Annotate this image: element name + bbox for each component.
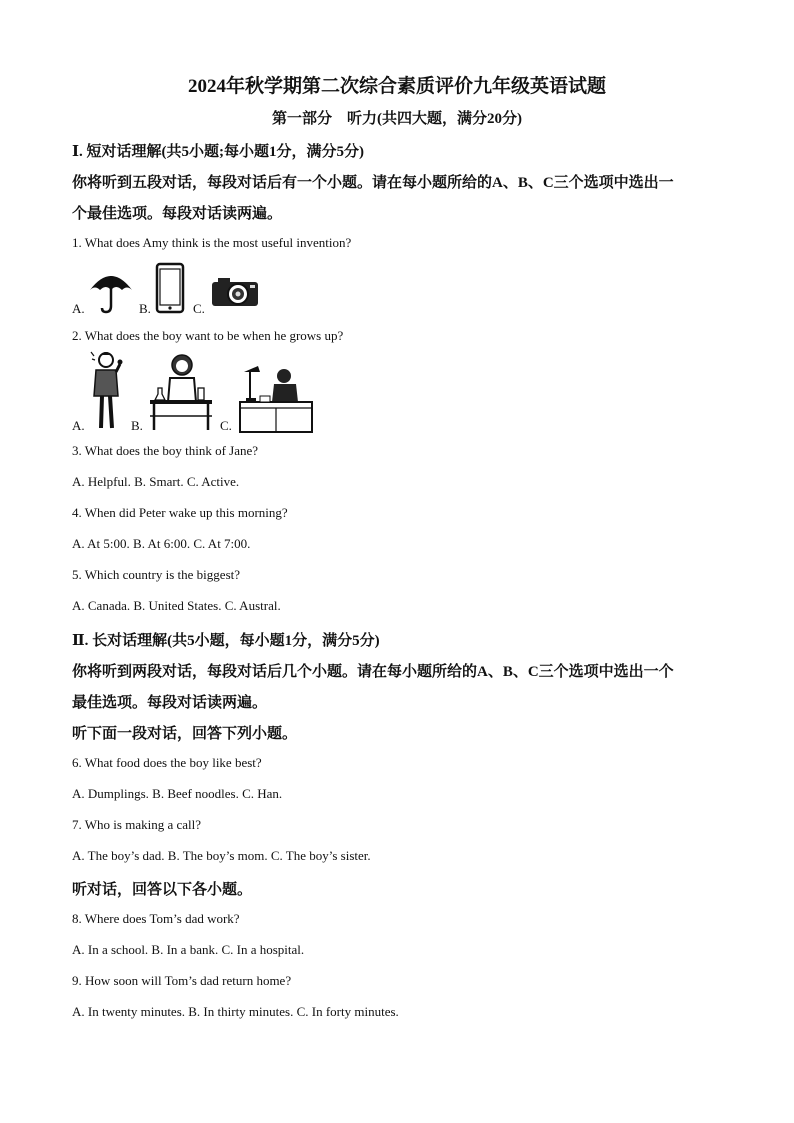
q1-label-b: B. [139, 301, 151, 316]
q8-options: A. In a school. B. In a bank. C. In a hospital. [72, 942, 305, 957]
scientist-icon[interactable] [148, 352, 214, 432]
q4-options: A. At 5:00. B. At 6:00. C. At 7:00. [72, 536, 251, 551]
section2-instruction-line2: 最佳选项。每段对话读两遍。 [72, 695, 268, 711]
part-heading: 第一部分 听力(共四大题，满分20分) [272, 111, 522, 127]
q9-options: A. In twenty minutes. B. In thirty minutes. C. In forty minutes. [72, 1004, 399, 1019]
question-3: 3. What does the boy think of Jane? [72, 443, 259, 458]
question-5: 5. Which country is the biggest? [72, 567, 241, 582]
q5-options: A. Canada. B. United States. C. Austral. [72, 598, 281, 613]
q1-label-c: C. [193, 301, 205, 316]
dialogue-2-heading: 听对话，回答以下各小题。 [72, 882, 253, 898]
q2-label-c: C. [220, 418, 232, 433]
question-6: 6. What food does the boy like best? [72, 755, 262, 770]
q3-options: A. Helpful. B. Smart. C. Active. [72, 474, 240, 489]
dialogue-1-heading: 听下面一段对话，回答下列小题。 [72, 726, 298, 742]
q1-label-a: A. [72, 301, 85, 316]
section1-heading: Ⅰ. 短对话理解(共5小题;每小题1分，满分5分) [72, 144, 365, 160]
writer-icon[interactable] [236, 358, 314, 434]
page-title: 2024年秋学期第二次综合素质评价九年级英语试题 [187, 76, 606, 97]
q6-options: A. Dumplings. B. Beef noodles. C. Han. [72, 786, 283, 801]
question-8: 8. Where does Tom’s dad work? [72, 911, 240, 926]
section1-instruction-line2: 个最佳选项。每段对话读两遍。 [72, 206, 283, 222]
q7-options: A. The boy’s dad. B. The boy’s mom. C. The boy’s sister. [72, 848, 371, 863]
question-9: 9. How soon will Tom’s dad return home? [72, 973, 292, 988]
question-1: 1. What does Amy think is the most useful invention? [72, 235, 352, 250]
section1-instruction-line1: 你将听到五段对话，每段对话后有一个小题。请在每小题所给的A、B、C三个选项中选出一 [72, 175, 674, 191]
section2-heading: Ⅱ. 长对话理解(共5小题，每小题1分，满分5分) [72, 633, 380, 649]
question-2: 2. What does the boy want to be when he grows up? [72, 328, 344, 343]
q2-label-b: B. [131, 418, 143, 433]
umbrella-icon[interactable] [88, 270, 134, 314]
question-4: 4. When did Peter wake up this morning? [72, 505, 288, 520]
section2-instruction-line1: 你将听到两段对话，每段对话后几个小题。请在每小题所给的A、B、C三个选项中选出一个 [72, 664, 674, 680]
question-7: 7. Who is making a call? [72, 817, 202, 832]
q2-label-a: A. [72, 418, 85, 433]
singer-icon[interactable] [90, 350, 126, 432]
phone-icon[interactable] [155, 262, 185, 314]
camera-icon[interactable] [210, 276, 262, 310]
